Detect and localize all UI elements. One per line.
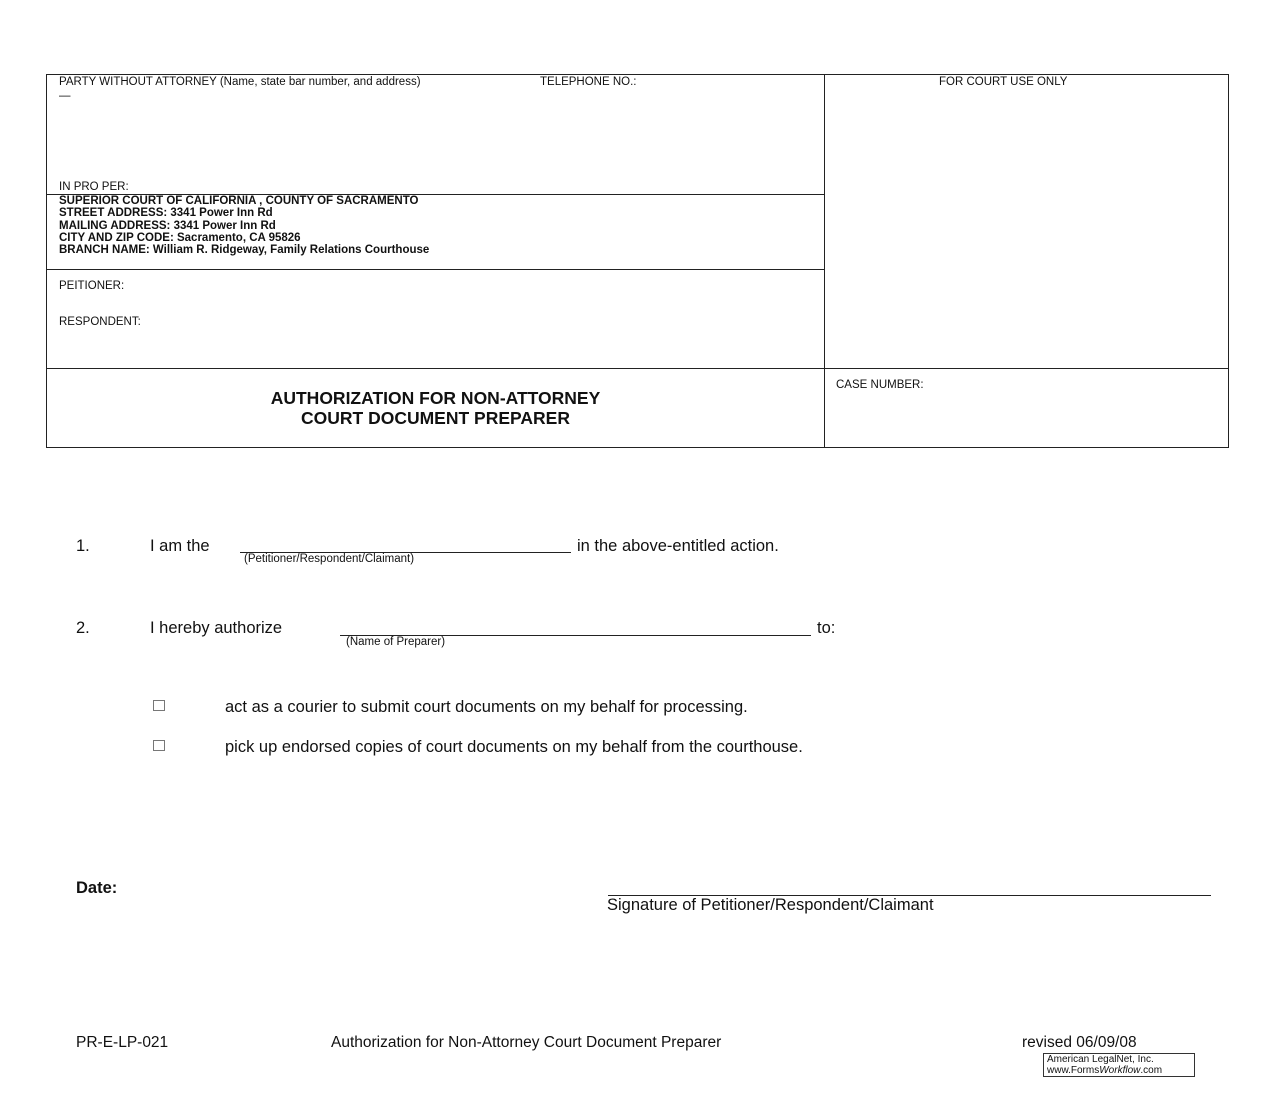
- court-use-label: FOR COURT USE ONLY: [939, 76, 1068, 88]
- publisher-url: [1047, 1065, 1194, 1076]
- revised-date: revised 06/09/08: [1022, 1034, 1137, 1051]
- party-label: PARTY WITHOUT ATTORNEY (Name, state bar number, and address): [59, 76, 421, 88]
- court-name: SUPERIOR COURT OF CALIFORNIA , COUNTY OF SACRAMENTO: [59, 195, 419, 207]
- item1-text: I am the: [150, 537, 210, 555]
- city-zip: CITY AND ZIP CODE: Sacramento, CA 95826: [59, 231, 301, 244]
- title-line-2: COURT DOCUMENT PREPARER: [301, 408, 570, 428]
- divider: [46, 368, 1229, 369]
- telephone-label: TELEPHONE NO.:: [540, 76, 637, 88]
- party-dash: —: [59, 90, 71, 102]
- title-line-1: AUTHORIZATION FOR NON-ATTORNEY: [270, 388, 601, 408]
- pickup-option-label: pick up endorsed copies of court documents on my behalf from the courthouse.: [225, 738, 803, 756]
- item1-text-end: in the above-entitled action.: [577, 537, 779, 555]
- street-address: STREET ADDRESS: 3341 Power Inn Rd: [59, 207, 273, 220]
- party-role-caption: (Petitioner/Respondent/Claimant): [244, 553, 415, 565]
- mailing-address: MAILING ADDRESS: 3341 Power Inn Rd: [59, 219, 276, 232]
- divider: [46, 269, 825, 270]
- courier-checkbox[interactable]: [153, 700, 165, 711]
- pickup-checkbox[interactable]: [153, 740, 165, 751]
- url-part: .com: [1140, 1065, 1163, 1076]
- form-title: [46, 388, 825, 428]
- publisher-logo: [1043, 1053, 1195, 1077]
- courier-option-label: act as a courier to submit court documents on my behalf for processing.: [225, 698, 748, 716]
- preparer-caption: (Name of Preparer): [346, 636, 446, 648]
- footer-title: Authorization for Non-Attorney Court Document Preparer: [331, 1034, 722, 1051]
- form-id: PR-E-LP-021: [76, 1034, 169, 1051]
- court-address: [59, 195, 429, 256]
- item2-text: I hereby authorize: [150, 619, 283, 637]
- branch-name: BRANCH NAME: William R. Ridgeway, Family Relations Courthouse: [59, 244, 430, 257]
- url-part: www.Forms: [1047, 1065, 1100, 1076]
- item2-text-end: to:: [817, 619, 836, 637]
- respondent-label: RESPONDENT:: [59, 316, 141, 328]
- signature-label: Signature of Petitioner/Respondent/Claimant: [607, 896, 934, 914]
- url-part: Workflow: [1099, 1065, 1141, 1076]
- item-number: 2.: [76, 619, 90, 637]
- in-pro-per-label: IN PRO PER:: [59, 181, 129, 193]
- case-number-label: CASE NUMBER:: [836, 379, 924, 391]
- petitioner-label: PEITIONER:: [59, 280, 125, 292]
- publisher-name: American LegalNet, Inc.: [1047, 1054, 1154, 1065]
- item-number: 1.: [76, 537, 90, 555]
- date-label: Date:: [76, 879, 118, 897]
